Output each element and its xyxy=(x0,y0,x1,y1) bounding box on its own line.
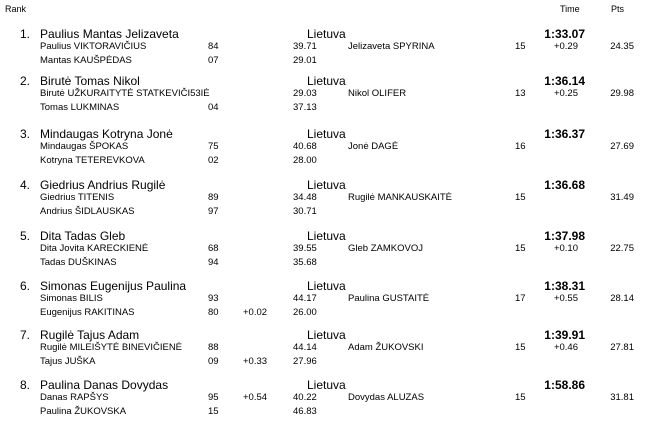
birth-year: 04 xyxy=(208,102,219,113)
country: Lietuva xyxy=(307,178,346,192)
team-name: Dita Tadas Gleb xyxy=(40,229,126,243)
team-name: Paulius Mantas Jelizaveta xyxy=(40,27,179,41)
plus-time: +0.29 xyxy=(553,41,578,52)
athlete-name: Eugenijus RAKITINAS xyxy=(40,307,135,318)
split-time: 39.55 xyxy=(293,243,317,254)
rank-number: 8. xyxy=(20,378,31,392)
birth-year: 89 xyxy=(208,192,219,203)
partner-name: Jelizaveta SPYRINA xyxy=(348,41,435,52)
split-time: 40.22 xyxy=(293,392,317,403)
athlete-name: Dita Jovita KARECKIENĖ xyxy=(40,243,149,254)
rank-number: 2. xyxy=(20,74,31,88)
points: 29.98 xyxy=(610,88,634,99)
athlete-name: Mindaugas ŠPOKAS xyxy=(40,141,129,152)
birth-year: 15 xyxy=(208,406,219,417)
birth-year: 88 xyxy=(208,342,219,353)
country: Lietuva xyxy=(307,229,346,243)
athlete-name: Simonas BILIS xyxy=(40,293,103,304)
team-name: Simonas Eugenijus Paulina xyxy=(40,279,187,293)
athlete-name: Birutė UŽKURAITYTĖ STATKEVIČI53IĖ xyxy=(40,88,210,99)
rank-header: Rank xyxy=(5,4,27,14)
birth-year: 75 xyxy=(208,141,219,152)
total-time: 1:36.14 xyxy=(544,74,585,88)
plus-time: +0.55 xyxy=(553,293,578,304)
total-time: 1:36.68 xyxy=(544,178,585,192)
athlete-name: Tajus JUŠKA xyxy=(40,356,96,367)
partner-birth-year: 15 xyxy=(515,392,526,403)
athlete-name: Rugilė MILEIŠYTĖ BINEVIČIENĖ xyxy=(40,342,183,353)
partner-birth-year: 15 xyxy=(515,192,526,203)
rank-number: 1. xyxy=(20,27,31,41)
partner-name: Adam ŽUKOVSKI xyxy=(348,342,424,353)
points: 31.81 xyxy=(610,392,634,403)
split-time: 30.71 xyxy=(293,206,317,217)
total-time: 1:38.31 xyxy=(544,279,585,293)
rank-number: 4. xyxy=(20,178,31,192)
rank-number: 5. xyxy=(20,229,31,243)
split-time: 46.83 xyxy=(293,406,317,417)
split-time: 44.17 xyxy=(293,293,317,304)
partner-birth-year: 15 xyxy=(515,41,526,52)
birth-year: 97 xyxy=(208,206,219,217)
athlete-name: Giedrius TITENIS xyxy=(40,192,115,203)
country: Lietuva xyxy=(307,378,346,392)
birth-year: 93 xyxy=(208,293,219,304)
birth-year: 80 xyxy=(208,307,219,318)
rank-number: 6. xyxy=(20,279,31,293)
rank-number: 7. xyxy=(20,328,31,342)
split-time: 27.96 xyxy=(293,356,317,367)
team-name: Paulina Danas Dovydas xyxy=(40,378,169,392)
total-time: 1:36.37 xyxy=(544,127,585,141)
total-time: 1:37.98 xyxy=(544,229,585,243)
split-time: 29.01 xyxy=(293,55,317,66)
split-time: 26.00 xyxy=(293,307,317,318)
athlete-name: Kotryna TETEREVKOVA xyxy=(40,155,145,166)
points: 24.35 xyxy=(610,41,634,52)
points: 27.69 xyxy=(610,141,634,152)
team-name: Giedrius Andrius Rugilė xyxy=(40,178,166,192)
split-time: 44.14 xyxy=(293,342,317,353)
partner-birth-year: 16 xyxy=(515,141,526,152)
points: 27.81 xyxy=(610,342,634,353)
plus-time: +0.25 xyxy=(553,88,578,99)
pts-header: Pts xyxy=(611,4,625,14)
country: Lietuva xyxy=(307,74,346,88)
country: Lietuva xyxy=(307,27,346,41)
partner-birth-year: 17 xyxy=(515,293,526,304)
split-time: 34.48 xyxy=(293,192,317,203)
partner-name: Rugilė MANKAUSKAITĖ xyxy=(348,192,453,203)
birth-year: 09 xyxy=(208,356,219,367)
split-time: 28.00 xyxy=(293,155,317,166)
split-time: 37.13 xyxy=(293,102,317,113)
partner-birth-year: 15 xyxy=(515,342,526,353)
split-time: 35.68 xyxy=(293,257,317,268)
partner-name: Dovydas ALUZAS xyxy=(348,392,425,403)
team-name: Birutė Tomas Nikol xyxy=(40,74,140,88)
plus-time: +0.46 xyxy=(553,342,578,353)
birth-year: 02 xyxy=(208,155,219,166)
birth-year: 07 xyxy=(208,55,219,66)
athlete-name: Tomas LUKMINAS xyxy=(40,102,120,113)
partner-name: Jonė DAGĖ xyxy=(348,141,399,152)
total-time: 1:33.07 xyxy=(544,27,585,41)
birth-year: 95 xyxy=(208,392,219,403)
athlete-name: Tadas DUŠKINAS xyxy=(40,257,117,268)
time-header: Time xyxy=(560,4,580,14)
partner-name: Paulina GUSTAITĖ xyxy=(348,293,430,304)
points: 31.49 xyxy=(610,192,634,203)
birth-year: 68 xyxy=(208,243,219,254)
birth-year: 84 xyxy=(208,41,219,52)
time-difference: +0.33 xyxy=(243,356,268,367)
points: 28.14 xyxy=(610,293,634,304)
country: Lietuva xyxy=(307,328,346,342)
plus-time: +0.10 xyxy=(553,243,578,254)
birth-year: 94 xyxy=(208,257,219,268)
athlete-name: Paulius VIKTORAVIČIUS xyxy=(40,41,147,52)
split-time: 39.71 xyxy=(293,41,317,52)
total-time: 1:39.91 xyxy=(544,328,585,342)
partner-birth-year: 15 xyxy=(515,243,526,254)
rank-number: 3. xyxy=(20,127,31,141)
team-name: Mindaugas Kotryna Jonė xyxy=(40,127,173,141)
team-name: Rugilė Tajus Adam xyxy=(40,328,140,342)
split-time: 29.03 xyxy=(293,88,317,99)
athlete-name: Andrius ŠIDLAUSKAS xyxy=(40,206,135,217)
points: 22.75 xyxy=(610,243,634,254)
split-time: 40.68 xyxy=(293,141,317,152)
partner-birth-year: 13 xyxy=(515,88,526,99)
time-difference: +0.54 xyxy=(243,392,268,403)
country: Lietuva xyxy=(307,279,346,293)
athlete-name: Mantas KAUŠPĖDAS xyxy=(40,55,132,66)
country: Lietuva xyxy=(307,127,346,141)
time-difference: +0.02 xyxy=(243,307,268,318)
total-time: 1:58.86 xyxy=(544,378,585,392)
athlete-name: Danas RAPŠYS xyxy=(40,392,109,403)
partner-name: Nikol OLIFER xyxy=(348,88,407,99)
partner-name: Gleb ZAMKOVOJ xyxy=(348,243,423,254)
athlete-name: Paulina ŽUKOVSKA xyxy=(40,406,127,417)
